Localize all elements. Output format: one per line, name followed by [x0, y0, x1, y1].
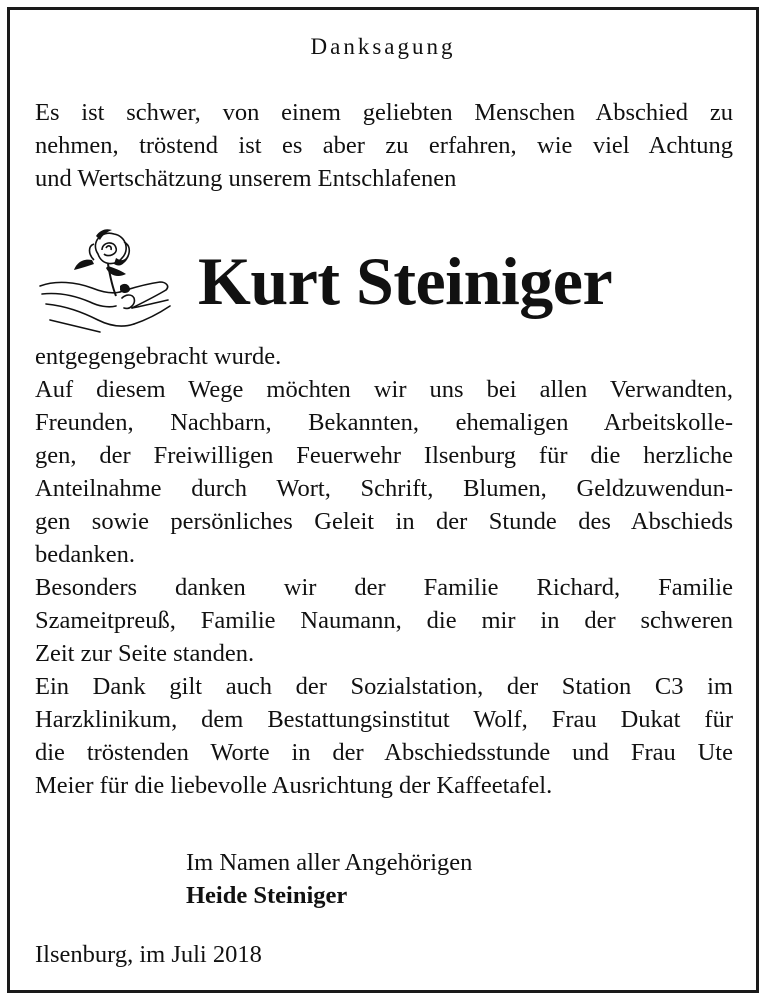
body-line: Harzklinikum, dem Bestattungsinstitut Wolf, Frau Dukat für: [35, 706, 733, 733]
intro-line: Es ist schwer, von einem geliebten Menschen Abschied zu: [35, 99, 733, 126]
body-line: Zeit zur Seite standen.: [35, 640, 255, 667]
place-date: Ilsenburg, im Juli 2018: [35, 941, 262, 968]
intro-line: nehmen, tröstend ist es aber zu erfahren, wie viel Achtung: [35, 132, 733, 159]
body-line: Besonders danken wir der Familie Richard, Familie: [35, 574, 733, 601]
body-line: entgegengebracht wurde.: [35, 343, 282, 370]
body-line: Auf diesem Wege möchten wir uns bei allen Verwandten,: [35, 376, 733, 403]
body-line: Anteilnahme durch Wort, Schrift, Blumen, Geldzuwendun-: [35, 475, 733, 502]
body-line: die tröstenden Worte in der Abschiedsstunde und Frau Ute: [35, 739, 733, 766]
body-line: Ein Dank gilt auch der Sozialstation, der Station C3 im: [35, 673, 733, 700]
deceased-name: Kurt Steiniger: [198, 243, 613, 319]
notice-heading: Danksagung: [310, 34, 456, 59]
obituary-notice: [7, 7, 759, 993]
body-line: gen sowie persönliches Geleit in der Stunde des Abschieds: [35, 508, 733, 535]
thanks-paragraph: [35, 340, 733, 802]
closing-block: [186, 846, 472, 912]
intro-paragraph: [35, 96, 733, 195]
closing-label: Im Namen aller Angehörigen: [186, 849, 473, 876]
body-line: gen, der Freiwilligen Feuerwehr Ilsenburg für die herzliche: [35, 442, 733, 469]
body-line: Szameitpreuß, Familie Naumann, die mir in der schweren: [35, 607, 733, 634]
signer-name: Heide Steiniger: [186, 882, 348, 909]
intro-line: und Wertschätzung unserem Entschlafenen: [35, 165, 457, 192]
body-line: Freunden, Nachbarn, Bekannten, ehemaligen Arbeitskolle-: [35, 409, 733, 436]
body-line: Meier für die liebevolle Ausrichtung der Kaffeetafel.: [35, 772, 553, 799]
rose-in-hands-icon: [36, 224, 174, 336]
body-line: bedanken.: [35, 541, 135, 568]
